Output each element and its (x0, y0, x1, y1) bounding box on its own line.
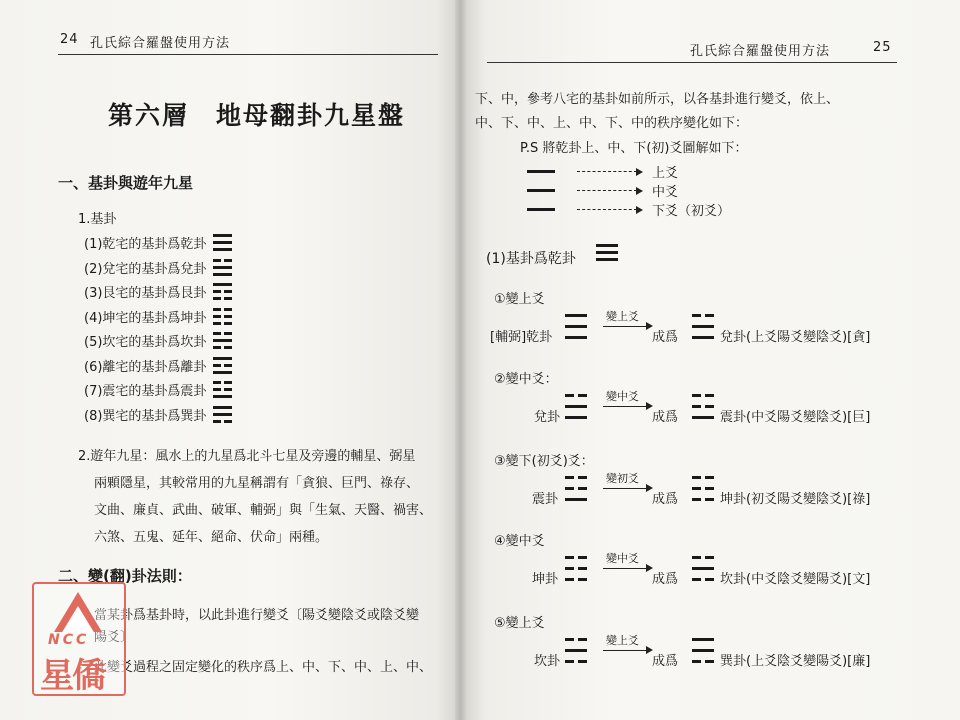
yin-line (224, 322, 232, 325)
arrow-head-icon (636, 206, 643, 214)
kun-trigram-icon (565, 556, 587, 581)
yang-line (565, 649, 587, 652)
arrow-caption: 變中爻 (606, 552, 639, 565)
yin-line (692, 556, 701, 559)
base-heading: (1)基卦爲乾卦 (486, 251, 576, 267)
li-trigram-icon (213, 357, 232, 374)
yang-line (565, 498, 587, 501)
yin-line (565, 556, 574, 559)
yin-line (692, 578, 701, 581)
step-label: ⑤變上爻 (494, 616, 545, 631)
arrow-caption: 變上爻 (606, 634, 639, 647)
arrow-caption: 變中爻 (606, 390, 639, 403)
section2-line: 陽爻〕 (94, 630, 134, 645)
transform-arrow (603, 650, 647, 651)
yang-line (213, 406, 232, 409)
yin-line (224, 259, 232, 262)
section2-line: 當某卦爲基卦時，以此卦進行變爻〔陽爻變陰爻或陰爻變 (94, 608, 420, 623)
yin-line (705, 314, 714, 317)
xun-trigram-icon (213, 406, 232, 423)
yin-line (213, 259, 221, 262)
yin-line (213, 420, 221, 423)
zhen-trigram-icon (565, 476, 587, 501)
arrow-head-icon (636, 187, 643, 195)
yin-line (705, 498, 714, 501)
becomes-label: 成爲 (652, 654, 679, 669)
yin-line (705, 394, 714, 397)
kun-trigram-icon (213, 308, 232, 325)
ps-line-label: 中爻 (652, 185, 679, 200)
yin-line (578, 394, 587, 397)
yin-line (224, 332, 232, 335)
yang-line (692, 638, 714, 641)
yin-line (213, 364, 221, 367)
yang-line (213, 234, 232, 237)
qian-trigram-icon (213, 234, 232, 251)
yin-line (692, 314, 701, 317)
yang-line (213, 413, 232, 416)
transform-arrow (603, 568, 647, 569)
qian-trigram-icon (565, 314, 587, 339)
yin-line (692, 476, 701, 479)
ps-line-label: 上爻 (652, 166, 679, 181)
yin-line (213, 290, 221, 293)
dui-trigram-icon (565, 394, 587, 419)
house-item: (4)坤宅的基卦爲坤卦 (84, 310, 207, 326)
yin-line (224, 388, 232, 391)
qian-yang-line (527, 170, 555, 173)
page-number-left: 24 (60, 32, 79, 47)
yang-line (213, 395, 232, 398)
step-result: 坎卦(中爻陰爻變陽爻)[文] (720, 572, 871, 587)
yin-line (705, 660, 714, 663)
dashed-arrow (577, 190, 637, 191)
yin-line (213, 308, 221, 311)
yin-line (224, 290, 232, 293)
yin-line (565, 487, 574, 490)
arrow-caption: 變初爻 (606, 472, 639, 485)
yin-line (565, 660, 574, 663)
yin-line (224, 420, 232, 423)
book-gutter (455, 0, 466, 720)
intro-line-1: 下、中，參考八宅的基卦如前所示，以各基卦進行變爻，依上、 (475, 92, 840, 107)
yin-line (224, 297, 232, 300)
yin-line (578, 487, 587, 490)
yin-line (213, 297, 221, 300)
kan-trigram-icon (565, 638, 587, 663)
yang-line (565, 416, 587, 419)
yin-line (578, 556, 587, 559)
yin-line (705, 556, 714, 559)
arrow-head-icon (636, 168, 643, 176)
section2-line: 此變爻過程之固定變化的秩序爲上、中、下、中、上、中、 (94, 660, 433, 675)
yang-line (565, 405, 587, 408)
yin-line (578, 638, 587, 641)
yin-line (705, 487, 714, 490)
yin-line (578, 476, 587, 479)
yin-line (213, 381, 221, 384)
yang-line (565, 336, 587, 339)
yang-line (213, 248, 232, 251)
yin-line (692, 487, 701, 490)
yin-line (213, 332, 221, 335)
yin-line (224, 364, 232, 367)
becomes-label: 成爲 (652, 330, 679, 345)
step-source-label: 坎卦 (534, 654, 561, 669)
yin-line (578, 578, 587, 581)
yin-line (565, 638, 574, 641)
yang-line (565, 325, 587, 328)
yin-line (565, 578, 574, 581)
step-result: 震卦(中爻陽爻變陰爻)[巨] (720, 410, 871, 425)
step-result: 坤卦(初爻陽爻變陰爻)[祿] (720, 492, 871, 507)
item1-label: 1.基卦 (78, 212, 117, 227)
yang-line (692, 649, 714, 652)
becomes-label: 成爲 (652, 410, 679, 425)
house-item: (1)乾宅的基卦爲乾卦 (84, 237, 207, 252)
yang-line (213, 371, 232, 374)
item2-line: 文曲、廉貞、武曲、破軍、輔弼」與「生氣、天醫、禍害、 (94, 503, 433, 518)
yin-line (213, 322, 221, 325)
qian-trigram-icon (596, 244, 618, 261)
zhen-trigram-icon (692, 394, 714, 419)
yang-line (596, 258, 618, 261)
stamp-latin: NCC (48, 632, 90, 648)
yin-line (565, 394, 574, 397)
step-label: ①變上爻 (494, 292, 545, 307)
yang-line (213, 339, 232, 342)
running-head-right: 孔氏綜合羅盤使用方法 (690, 44, 831, 59)
section1-heading: 一、基卦與遊年九星 (58, 174, 194, 192)
step-label: ③變下(初爻)爻： (494, 454, 594, 469)
chapter-title: 第六層 地母翻卦九星盤 (108, 101, 406, 130)
stamp-chinese: 星僑 (40, 656, 104, 696)
arrow-caption: 變上爻 (606, 310, 639, 323)
house-item: (3)艮宅的基卦爲艮卦 (84, 286, 207, 301)
xun-trigram-icon (692, 638, 714, 663)
dui-trigram-icon (692, 314, 714, 339)
yang-line (213, 273, 232, 276)
yang-line (692, 325, 714, 328)
show-through-text (225, 78, 237, 95)
yin-line (692, 660, 701, 663)
yin-line (565, 567, 574, 570)
yin-line (705, 476, 714, 479)
item2-line: 兩顆隱星，其較常用的九星稱謂有「貪狼、巨門、祿存、 (94, 476, 420, 491)
step-label: ④變中爻 (494, 534, 545, 549)
qian-yang-line (527, 208, 555, 211)
transform-arrow (603, 488, 647, 489)
page-number-right: 25 (873, 40, 892, 55)
yang-line (213, 357, 232, 360)
transform-arrow (603, 326, 647, 327)
step-source-label: 震卦 (532, 492, 559, 507)
intro-line-2: 中、下、中、上、中、下、中的秩序變化如下： (475, 116, 749, 131)
yin-line (224, 381, 232, 384)
step-source-label: 兌卦 (534, 410, 561, 425)
header-rule-left (58, 54, 438, 55)
transform-arrow (603, 406, 647, 407)
item2-line: 六煞、五鬼、延年、絕命、伏命」兩種。 (94, 530, 329, 545)
qian-yang-line (527, 189, 555, 192)
step-source-label: [輔弼]乾卦 (490, 330, 553, 345)
yang-line (565, 314, 587, 317)
yin-line (692, 498, 701, 501)
section2-heading: 二、變(翻)卦法則： (58, 567, 192, 585)
kan-trigram-icon (213, 332, 232, 349)
house-item: (8)巽宅的基卦爲巽卦 (84, 408, 207, 424)
yin-line (705, 578, 714, 581)
house-item: (5)坎宅的基卦爲坎卦 (84, 335, 207, 350)
running-head-left: 孔氏綜合羅盤使用方法 (90, 36, 231, 51)
yin-line (692, 394, 701, 397)
yin-line (692, 405, 701, 408)
header-rule-right (487, 62, 897, 63)
step-result: 兌卦(上爻陽爻變陰爻)[貪] (720, 330, 871, 345)
ps-line-label: 下爻（初爻） (652, 204, 731, 219)
becomes-label: 成爲 (652, 492, 679, 507)
yang-line (692, 336, 714, 339)
yin-line (705, 405, 714, 408)
yin-line (213, 346, 221, 349)
kan-trigram-icon (692, 556, 714, 581)
kun-trigram-icon (692, 476, 714, 501)
dashed-arrow (577, 171, 637, 172)
item2-line: 2.遊年九星：風水上的九星爲北斗七星及旁邊的輔星、弼星 (78, 449, 416, 464)
yang-line (692, 567, 714, 570)
dui-trigram-icon (213, 259, 232, 276)
ps-line: P.S 將乾卦上、中、下(初)爻圖解如下： (520, 141, 748, 156)
yin-line (224, 315, 232, 318)
house-item: (6)離宅的基卦爲離卦 (84, 359, 207, 375)
house-item: (7)震宅的基卦爲震卦 (84, 384, 207, 399)
dashed-arrow (577, 209, 637, 210)
gen-trigram-icon (213, 283, 232, 300)
yin-line (565, 476, 574, 479)
yang-line (692, 416, 714, 419)
yang-line (213, 241, 232, 244)
zhen-trigram-icon (213, 381, 232, 398)
yin-line (213, 315, 221, 318)
yang-line (213, 266, 232, 269)
yin-line (224, 308, 232, 311)
yin-line (578, 660, 587, 663)
step-result: 巽卦(上爻陰爻變陽爻)[廉] (720, 654, 871, 669)
ncc-stamp-logo (32, 582, 126, 696)
yang-line (596, 251, 618, 254)
becomes-label: 成爲 (652, 572, 679, 587)
step-label: ②變中爻： (494, 372, 558, 387)
yin-line (213, 388, 221, 391)
stamp-triangle-inner (61, 606, 95, 634)
house-item: (2)兌宅的基卦爲兌卦 (84, 261, 207, 277)
yang-line (596, 244, 618, 247)
step-source-label: 坤卦 (532, 572, 559, 587)
yin-line (224, 346, 232, 349)
yang-line (213, 283, 232, 286)
yin-line (578, 567, 587, 570)
